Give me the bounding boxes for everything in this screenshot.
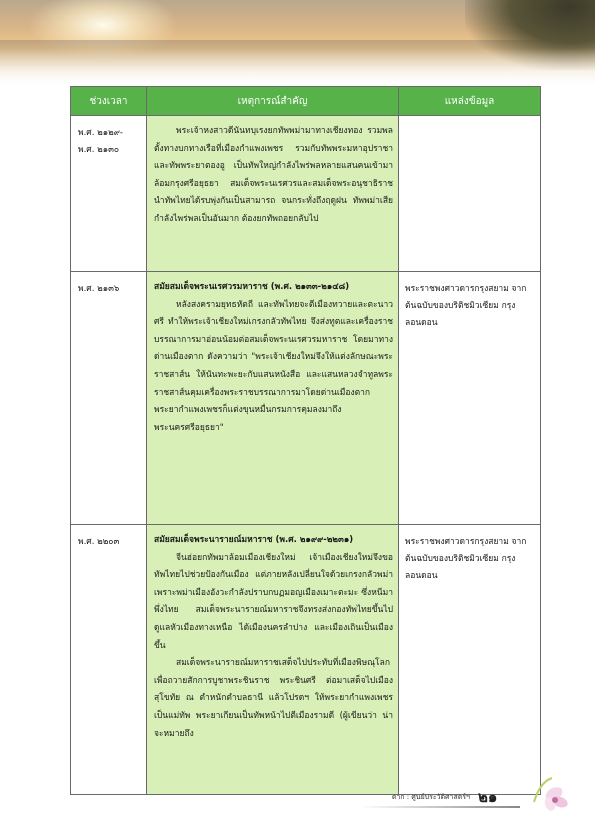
event-cell	[147, 272, 399, 525]
table-row	[71, 525, 541, 795]
event-paragraph: พระเจ้าหงสาวดีนันทบุเรงยกทัพพม่ามาทางเชียงทอง รวมพลตั้งทางบกทางเรือที่เมืองกำแพงเพชร รวมกับทัพพระมหาอุปราชา และทัพพระยาตองอู เป็นทัพใหญ่กำลังไพร่พลหลายแสนคนเข้ามาล้อมกรุงศรีอยุธยา สมเด็จพระนเรศวรและสมเด็จพระอนุชาธิราชนำทัพไทยได้รบพุ่งกันเป็นสามารถ จนกระทั่งถึงฤดูฝน ทัพพม่าเสียกำลังไพร่พลเป็นอันมาก ต้องยกทัพถอยกลับไป	[154, 126, 393, 224]
event-text	[148, 273, 397, 443]
source-text: พระราชพงศาวดารกรุงสยาม จากต้นฉบับของบริติชมิวเซียม กรุงลอนดอน	[405, 537, 527, 581]
event-paragraph: สมเด็จพระนารายณ์มหาราชเสด็จไปประทับที่เมืองพิษณุโลก เพื่อถวายสักการบูชาพระชินราช พระชินศรี ต่อมาเสด็จไปเมืองสุโขทัย ณ ตำหนักตำบลธานี แล้วโปรดฯ ให้พระยากำแพงเพชรเป็นแม่ทัพ พระยาเกียนเป็นทัพหน้าไปตีเมืองรามดี (ผู้เขียนว่า น่าจะหมายถึง	[154, 658, 393, 739]
page-number: ๒๑	[478, 788, 498, 806]
table-row	[71, 116, 541, 272]
period-text	[72, 117, 145, 159]
period-cell	[71, 116, 147, 272]
event-paragraph: หลังสงครามยุทธหัตถี และทัพไทยจะตีเมืองทวายและตะนาวศรี ทำให้พระเจ้าเชียงใหม่เกรงกลัวทัพไทย จึงส่งทูตและเครื่องราชบรรณาการมาอ่อนน้อมต่อสมเด็จพระนเรศวรมหาราช โดยมาทางด่านเมืองตาก ดังความว่า "พระเจ้าเชียงใหม่จึงให้แต่งลักษณะพระราชสาส์น ให้นันทะพะยะกับแสนหนังสือ และแสนหลวงจำทูลพระราชสาส์นคุมเครื่องพระราชบรรณาการมาโดยด่านเมืองตาก พระยากำแพงเพชรก็แต่งขุนหมื่นกรมการคุมลงมาถึงพระนครศรีอยุธยา"	[154, 299, 393, 433]
period-text	[72, 526, 145, 551]
event-text	[148, 526, 397, 749]
header-event: เหตุการณ์สำคัญ	[147, 87, 399, 116]
header-period: ช่วงเวลา	[71, 87, 147, 116]
period-text	[72, 273, 145, 298]
timeline-table	[70, 86, 541, 795]
source-text	[400, 117, 539, 125]
reign-heading: สมัยสมเด็จพระนารายณ์มหาราช (พ.ศ. ๒๑๙๙-๒๒๓๑)	[154, 535, 354, 545]
banner-fade	[0, 48, 595, 88]
source-cell	[399, 525, 541, 795]
source-cell	[399, 272, 541, 525]
period-cell	[71, 525, 147, 795]
table-header-row	[71, 87, 541, 116]
header-source: แหล่งข้อมูล	[399, 87, 541, 116]
sunrise-banner	[0, 0, 595, 88]
period-line: พ.ศ. ๒๑๒๙-	[78, 128, 123, 138]
period-line: พ.ศ. ๒๒๐๓	[78, 537, 120, 547]
period-cell	[71, 272, 147, 525]
source-text: พระราชพงศาวดารกรุงสยาม จากต้นฉบับของบริติชมิวเซียม กรุงลอนดอน	[405, 284, 527, 328]
event-cell	[147, 525, 399, 795]
event-cell	[147, 116, 399, 272]
period-line: พ.ศ. ๒๑๓๐	[78, 145, 120, 155]
reign-heading: สมัยสมเด็จพระนเรศวรมหาราช (พ.ศ. ๒๑๓๓-๒๑๔๘)	[154, 282, 350, 292]
event-paragraph: จีนฮ่อยกทัพมาล้อมเมืองเชียงใหม่ เจ้าเมืองเชียงใหม่จึงขอทัพไทยไปช่วยป้องกันเมือง แต่ภายหลังเปลี่ยนใจด้วยเกรงกลัวพม่า เพราะพม่าเมืองอังวะกำลังปราบกบฏมอญเมืองเมาะตะมะ ซึ่งหนีมาพึ่งไทย สมเด็จพระนารายณ์มหาราชจึงทรงส่งกองทัพไทยขึ้นไปดูแลหัวเมืองทางเหนือ ได้เมืองนครลำปาง และเมืองเถินเป็นเมืองขึ้น	[154, 552, 393, 651]
period-line: พ.ศ. ๒๑๓๖	[78, 284, 120, 294]
event-text	[148, 117, 397, 235]
source-cell	[399, 116, 541, 272]
orchid-flower-icon	[526, 772, 572, 820]
footer-caption: ตาก : ศูนย์ประวัติศาสตร์ฯ	[391, 793, 470, 801]
table-row	[71, 272, 541, 525]
